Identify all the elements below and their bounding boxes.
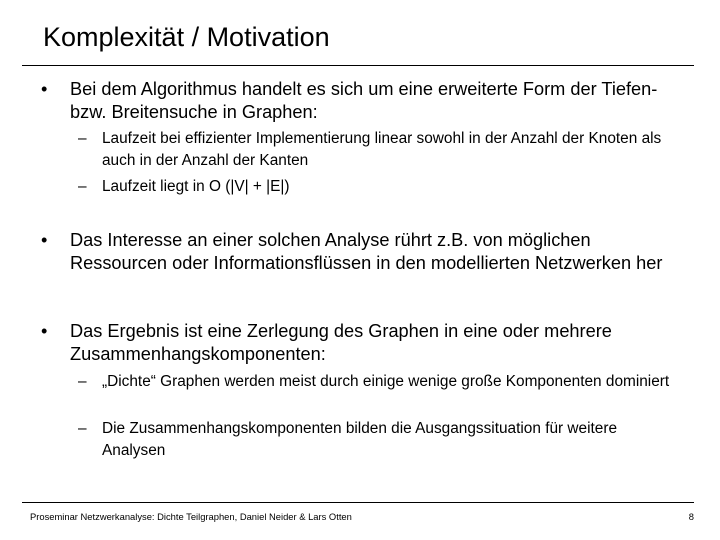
bullet-text: Bei dem Algorithmus handelt es sich um eine erweiterte Form der Tiefen- bzw. Breitensuche in Graphen: <box>70 79 658 122</box>
dash-glyph: – <box>78 130 87 147</box>
sub-bullet-item <box>78 418 682 462</box>
footer-text: Proseminar Netzwerkanalyse: Dichte Teilgraphen, Daniel Neider & Lars Otten <box>30 511 352 522</box>
bullet-item <box>41 229 690 274</box>
bullet-item <box>41 320 690 365</box>
bullet-text: Das Interesse an einer solchen Analyse rührt z.B. von möglichen Ressourcen oder Informationsflüssen in den modellierten Netzwerken her <box>70 230 663 273</box>
sub-bullet-item <box>78 128 682 172</box>
sub-bullet-text: Die Zusammenhangskomponenten bilden die Ausgangssituation für weitere Analysen <box>102 420 618 459</box>
sub-bullet-item <box>78 176 682 198</box>
sub-bullet-item <box>78 371 682 393</box>
sub-bullet-text: „Dichte“ Graphen werden meist durch einige wenige große Komponenten dominiert <box>102 373 670 390</box>
title-divider <box>22 65 694 66</box>
bullet-item <box>41 78 690 123</box>
bullet-glyph: • <box>41 321 48 341</box>
page-number: 8 <box>688 511 694 522</box>
dash-glyph: – <box>78 373 87 390</box>
bullet-text: Das Ergebnis ist eine Zerlegung des Graphen in eine oder mehrere Zusammenhangskomponenten: <box>70 321 612 364</box>
slide-title: Komplexität / Motivation <box>43 22 330 52</box>
dash-glyph: – <box>78 178 87 195</box>
bullet-glyph: • <box>41 230 48 250</box>
footer-divider <box>22 502 694 503</box>
sub-bullet-text: Laufzeit bei effizienter Implementierung linear sowohl in der Anzahl der Knoten als auch in der Anzahl der Kanten <box>102 130 662 169</box>
dash-glyph: – <box>78 420 87 437</box>
bullet-glyph: • <box>41 79 48 99</box>
sub-bullet-text: Laufzeit liegt in O (|V| + |E|) <box>102 178 290 195</box>
